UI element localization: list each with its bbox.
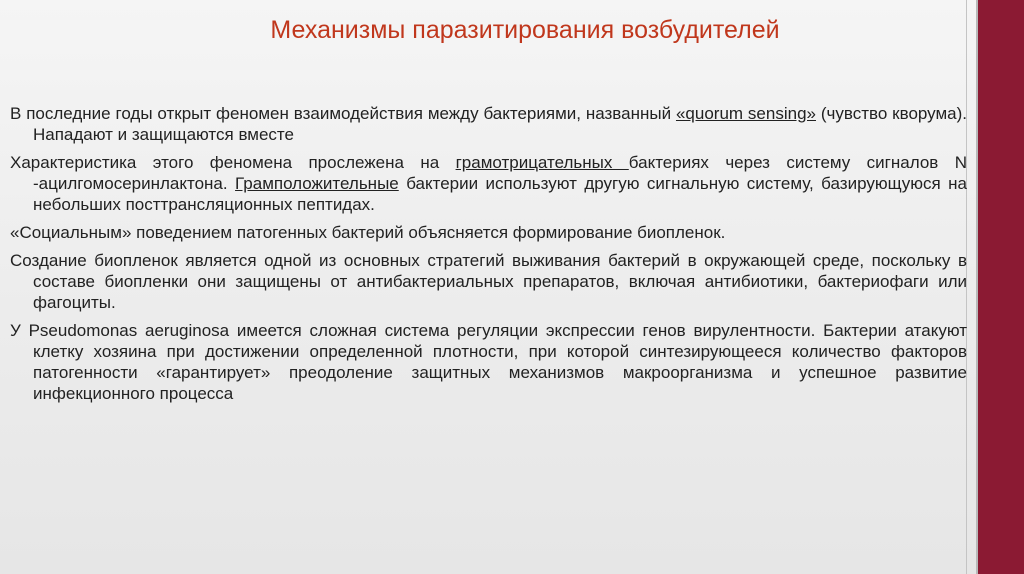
underlined-term: «quorum sensing» [675,104,816,123]
paragraph-pseudomonas [10,320,967,404]
text-segment: В последние годы открыт феномен взаимодействия между бактериями, названный [10,104,676,123]
text-segment: Создание биопленок является одной из основных стратегий выживания бактерий в окружающей среде, поскольку в составе биопленки они защищены от антибактериальных препаратов, включая антибиотики, бактериофаги или фагоциты. [10,251,967,312]
paragraph-biofilms [10,250,967,313]
underlined-term: Грамположительные [235,174,399,193]
text-segment: бактериях через систему сигналов N -ацилгомосеринлактона. [33,153,967,193]
paragraph-characteristics [10,152,967,215]
text-segment: бактерии используют другую сигнальную систему, базирующуюся на небольших посттрансляционных пептидах. [33,174,967,214]
paragraph-quorum-sensing [10,103,967,145]
underlined-term: грамотрицательных [455,153,629,172]
slide-title: Механизмы паразитирования возбудителей [270,16,780,44]
text-segment: (чувство кворума). Нападают и защищаются вместе [33,104,967,144]
text-segment: Характеристика этого феномена прослежена на [10,153,456,172]
sidebar-decoration [976,0,1024,574]
slide-content [10,103,967,411]
text-segment: У Pseudomonas aeruginosa имеется сложная система регуляции экспрессии генов вирулентности. Бактерии атакуют клетку хозяина при достижении определенной плотности, при которой синтезирующееся количество факторов патогенности «гарантирует» преодоление защитных механизмов макроорганизма и успешное развитие инфекционного процесса [10,321,967,403]
text-segment: «Социальным» поведением патогенных бактерий объясняется формирование биопленок. [10,223,726,242]
paragraph-social-behavior [10,222,967,243]
